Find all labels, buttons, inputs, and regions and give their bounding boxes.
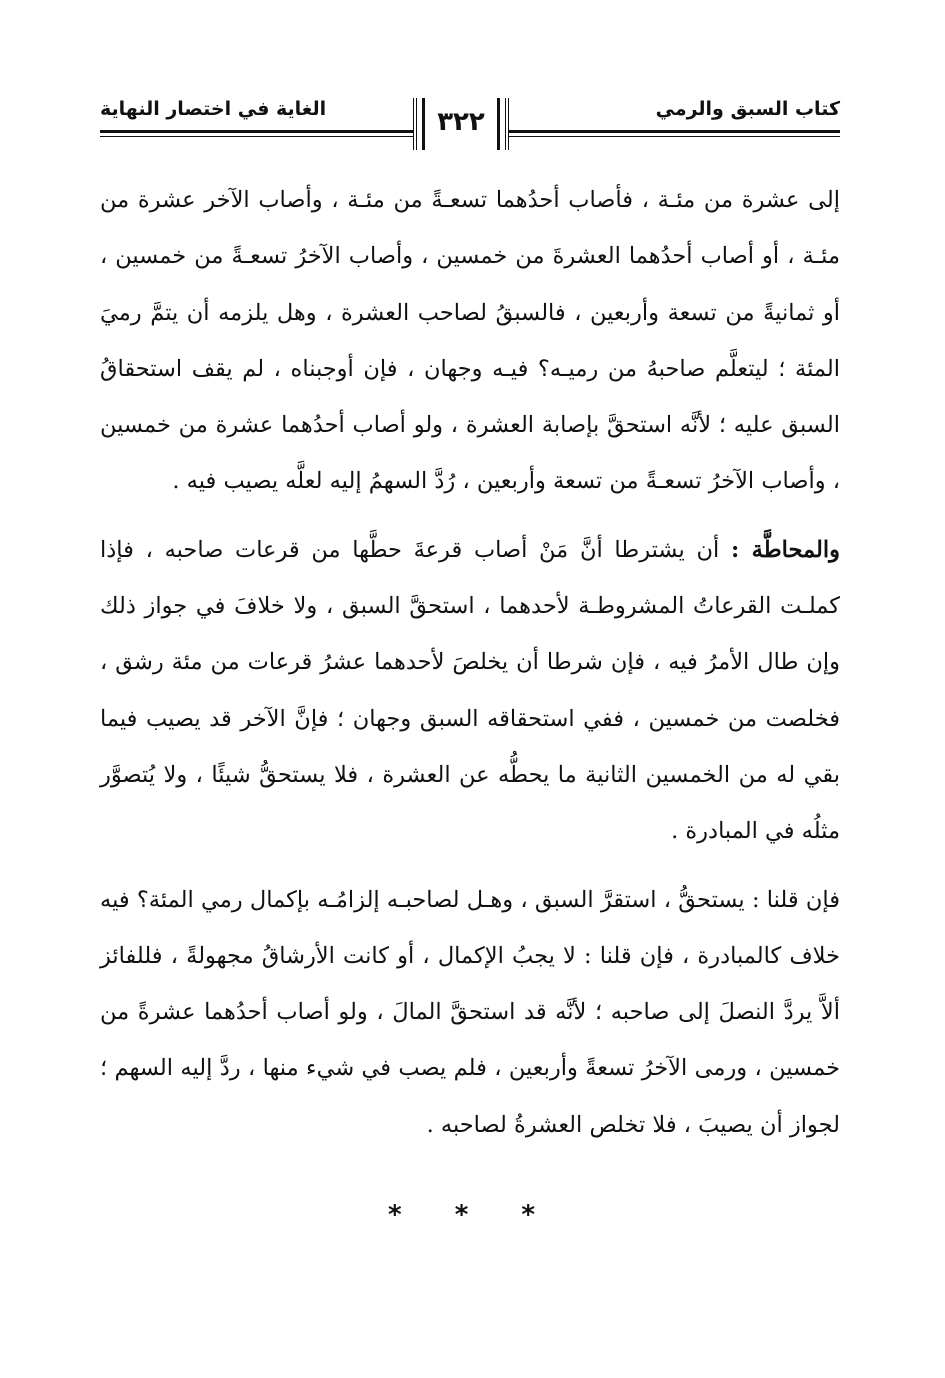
- paragraph-1: إلى عشرة من مئـة ، فأصاب أحدُهما تسعـةً من مئـة ، وأصاب الآخر عشرة من مئـة ، أو أصاب أحدُهما العشرةَ من خمسين ، وأصاب الآخرُ تسعـةً من خمسين ، أو ثمانيةً من تسعة وأربعين ، فالسبقُ لصاحب العشرة ، وهل يلزمه أن يتمَّ رميَ المئة ؛ ليتعلَّم صاحبهُ من رميـه؟ فيـه وجهان ، فإن أوجبناه ، لم يقف استحقاقُ السبق عليه ؛ لأنَّه استحقَّ بإصابة العشرة ، ولو أصاب أحدُهما عشرة من خمسين ، وأصاب الآخرُ تسعـةً من تسعة وأربعين ، رُدَّ السهمُ إليه لعلَّه يصيب فيه .: [100, 187, 840, 495]
- page-number: ٣٢٢: [437, 107, 485, 137]
- paragraph-3: فإن قلنا : يستحقُّ ، استقرَّ السبق ، وهـل لصاحبـه إلزامُـه بإكمال رمي المئة؟ فيه خلاف كالمبادرة ، فإن قلنا : لا يجبُ الإكمال ، أو كانت الأرشاقُ مجهولةً ، فللفائز ألاَّ يردَّ النصلَ إلى صاحبه ؛ لأنَّه قد استحقَّ المالَ ، ولو أصاب أحدُهما عشرةً من خمسين ، ورمى الآخرُ تسعةً وأربعين ، فلم يصب في شيء منها ، ردَّ إليه السهم ؛ لجواز أن يصيبَ ، فلا تخلص العشرةُ لصاحبه .: [100, 886, 840, 1138]
- running-header: [100, 88, 840, 160]
- paragraph-2-text: أن يشترطا أنَّ مَنْ أصاب قرعةَ حطَّها من قرعات صاحبه ، فإذا كملـت القرعاتُ المشروطـة لأحدهما ، استحقَّ السبق ، ولا خلافَ في جواز ذلك وإن طال الأمرُ فيه ، فإن شرطا أن يخلصَ لأحدهما عشرُ قرعات من مئة رشق ، فخلصت من خمسين ، ففي استحقاقه السبق وجهان ؛ فإنَّ الآخر قد يصيب فيما بقي له من الخمسين الثانية ما يحطُّه عن العشرة ، فلا يستحقُّ شيئًا ، ولا يُتصوَّر مثلُه في المبادرة .: [100, 536, 840, 845]
- paragraph-2-lead-term: والمحاطَّة :: [730, 536, 840, 563]
- paragraph-2: [100, 522, 840, 860]
- book-title: كتاب السبق والرمي: [655, 98, 840, 120]
- section-end-ornament: * * *: [388, 1200, 557, 1230]
- work-title: الغاية في اختصار النهاية: [100, 98, 327, 120]
- body-text: [100, 172, 840, 1153]
- page-number-frame: [413, 98, 509, 150]
